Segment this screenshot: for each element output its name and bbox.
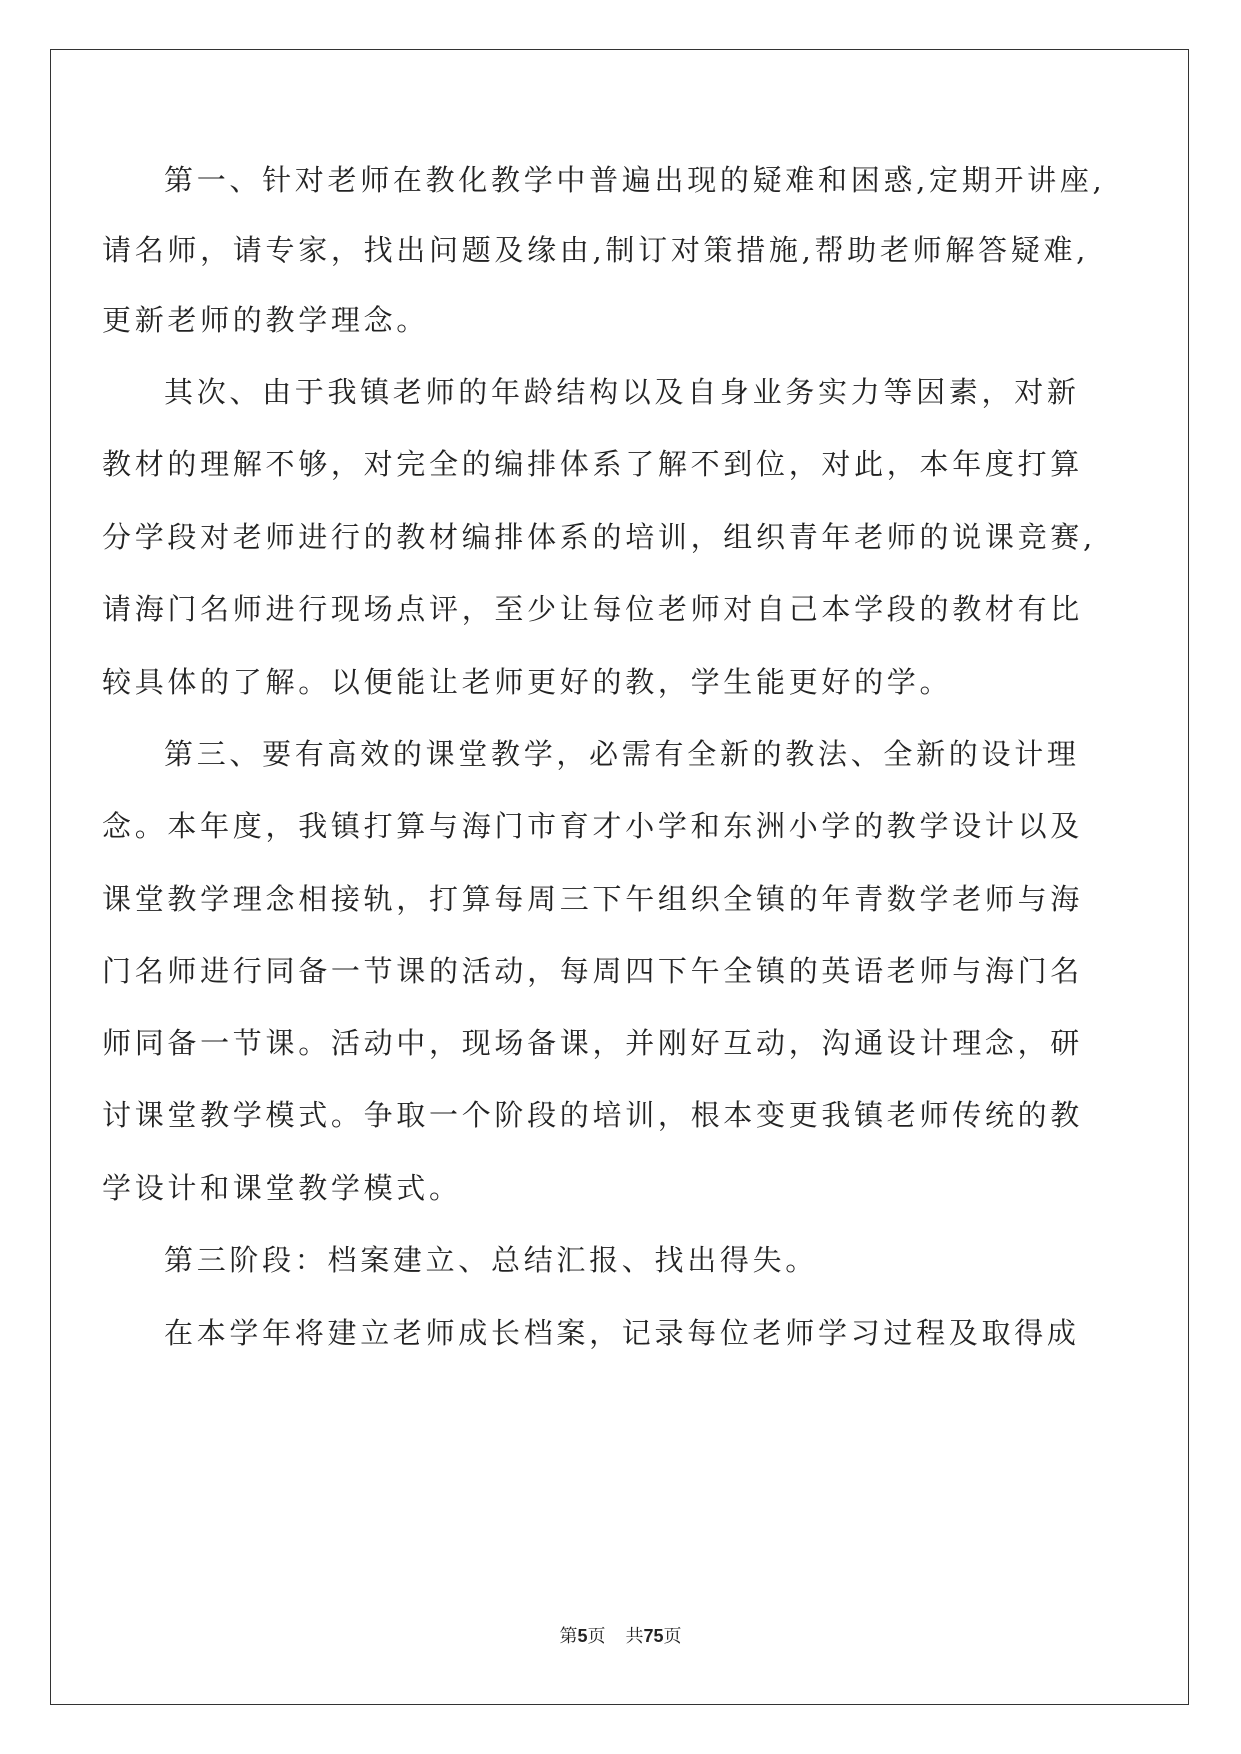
text-line-16: 第三阶段：档案建立、总结汇报、找出得失。 bbox=[164, 1243, 819, 1277]
text-line-1: 第一、针对老师在教化教学中普遍出现的疑难和困惑,定期开讲座, bbox=[164, 163, 1106, 197]
text-line-17: 在本学年将建立老师成长档案，记录每位老师学习过程及取得成 bbox=[164, 1316, 1080, 1350]
text-line-11: 课堂教学理念相接轨，打算每周三下午组织全镇的年青数学老师与海 bbox=[102, 882, 1084, 916]
page-suffix: 页 bbox=[587, 1626, 606, 1647]
page-current: 5 bbox=[577, 1626, 588, 1646]
page-total: 75 bbox=[643, 1626, 664, 1646]
page-footer bbox=[0, 1622, 1241, 1648]
text-line-8: 较具体的了解。以便能让老师更好的教，学生能更好的学。 bbox=[102, 665, 953, 699]
text-line-14: 讨课堂教学模式。争取一个阶段的培训，根本变更我镇老师传统的教 bbox=[102, 1098, 1084, 1132]
total-suffix: 页 bbox=[663, 1626, 682, 1647]
text-line-13: 师同备一节课。活动中，现场备课，并刚好互动，沟通设计理念，研 bbox=[102, 1026, 1084, 1060]
text-line-7: 请海门名师进行现场点评，至少让每位老师对自己本学段的教材有比 bbox=[102, 592, 1084, 626]
text-line-5: 教材的理解不够，对完全的编排体系了解不到位，对此，本年度打算 bbox=[102, 447, 1084, 481]
text-line-9: 第三、要有高效的课堂教学，必需有全新的教法、全新的设计理 bbox=[164, 737, 1080, 771]
page-prefix: 第 bbox=[559, 1626, 578, 1647]
text-line-6: 分学段对老师进行的教材编排体系的培训，组织青年老师的说课竞赛, bbox=[102, 520, 1096, 554]
page-border bbox=[50, 49, 1189, 1705]
text-line-3: 更新老师的教学理念。 bbox=[102, 303, 430, 337]
total-prefix: 共 bbox=[625, 1626, 644, 1647]
text-line-4: 其次、由于我镇老师的年龄结构以及自身业务实力等因素，对新 bbox=[164, 375, 1080, 409]
text-line-2: 请名师，请专家，找出问题及缘由,制订对策措施,帮助老师解答疑难, bbox=[102, 233, 1090, 267]
text-line-15: 学设计和课堂教学模式。 bbox=[102, 1171, 462, 1205]
text-line-12: 门名师进行同备一节课的活动，每周四下午全镇的英语老师与海门名 bbox=[102, 954, 1084, 988]
text-line-10: 念。本年度，我镇打算与海门市育才小学和东洲小学的教学设计以及 bbox=[102, 809, 1084, 843]
